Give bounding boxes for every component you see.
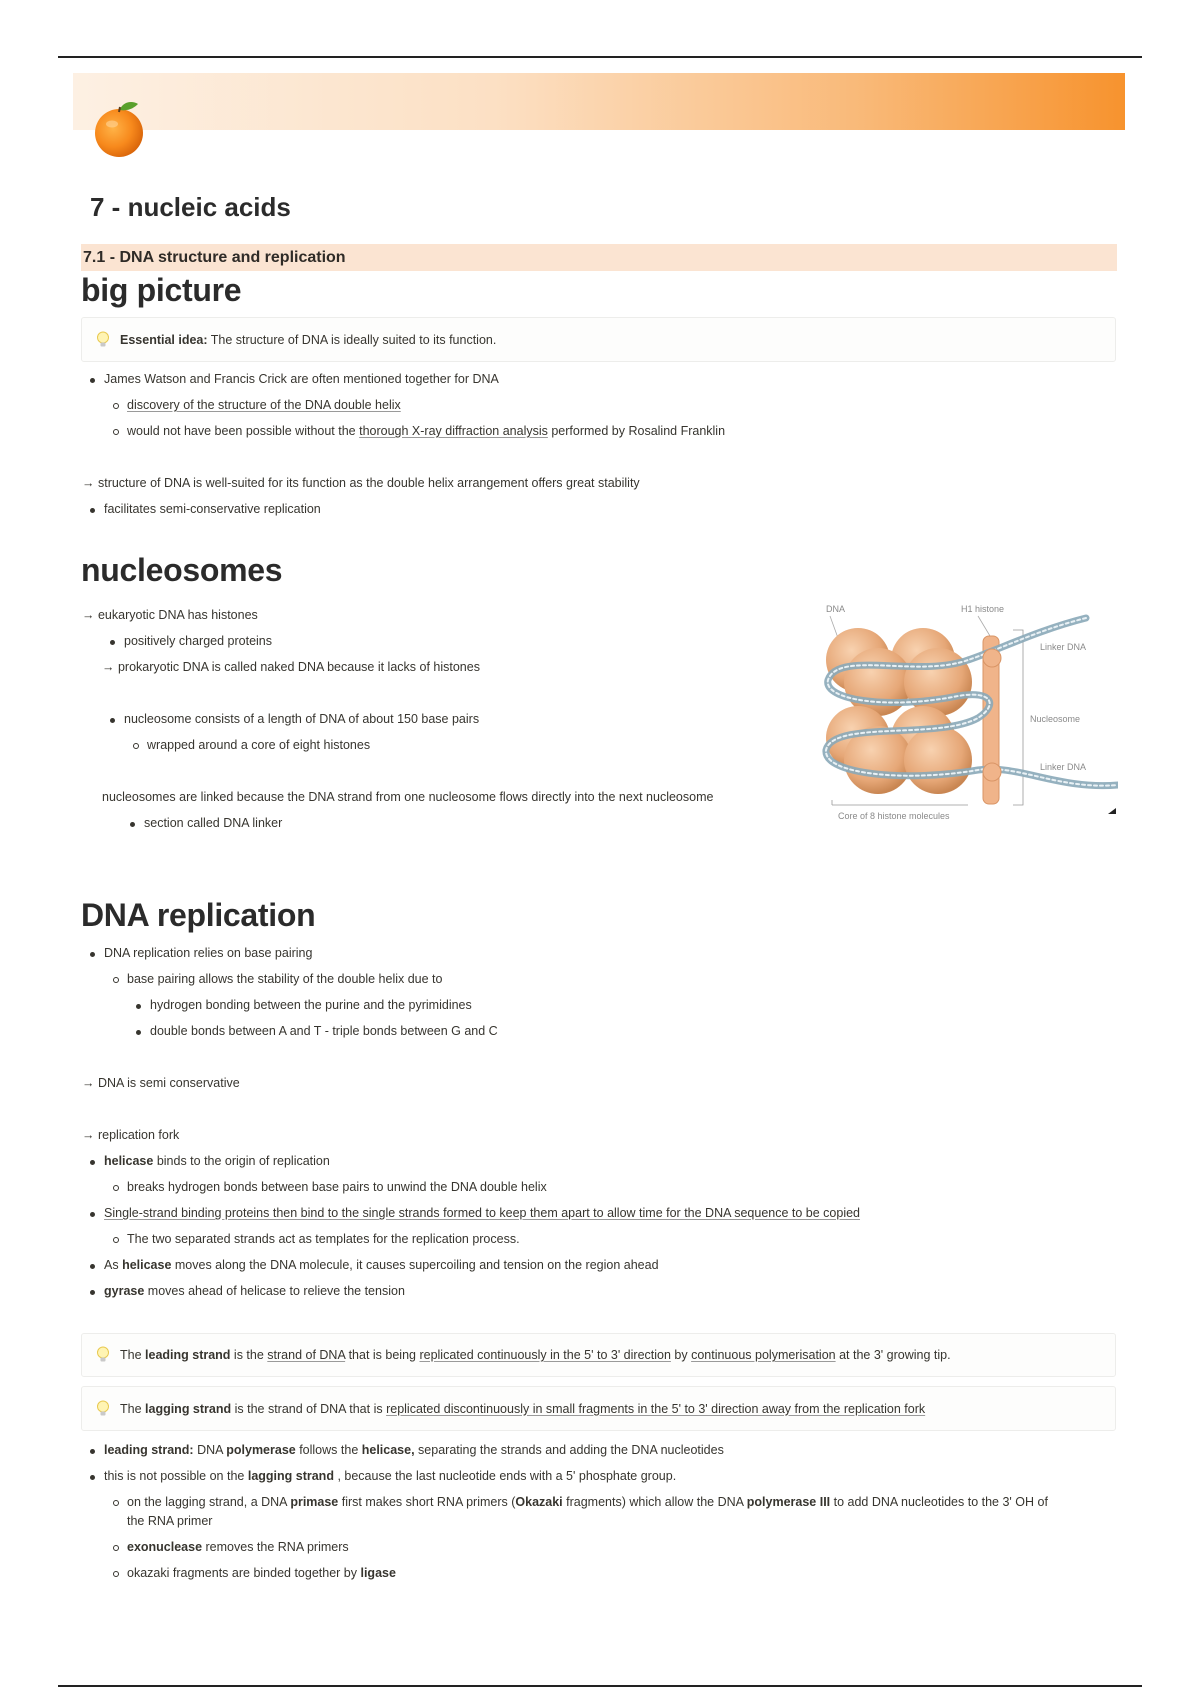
- text: okazaki fragments are binded together by: [127, 1566, 361, 1580]
- bold-text: primase: [290, 1495, 339, 1509]
- text: follows the: [295, 1443, 362, 1457]
- bold-text: helicase,: [361, 1443, 415, 1457]
- list-item: [127, 398, 401, 412]
- paragraph: nucleosomes are linked because the DNA strand from one nucleosome flows directly into the next nucleosome: [102, 790, 714, 804]
- cover-banner: [73, 73, 1125, 130]
- text: As: [104, 1258, 123, 1272]
- section-heading: 7.1 - DNA structure and replication: [81, 244, 1117, 271]
- bold-text: polymerase: [226, 1443, 296, 1457]
- list-item: facilitates semi-conservative replication: [104, 502, 321, 516]
- arrow-line: → replication fork: [82, 1128, 180, 1142]
- list-item: [104, 1206, 860, 1220]
- bold-text: polymerase III: [746, 1495, 831, 1509]
- arrow-line: → eukaryotic DNA has histones: [82, 608, 258, 622]
- text: first makes short RNA primers (: [338, 1495, 516, 1509]
- callout-label: Essential idea:: [120, 332, 208, 347]
- bold-text: Okazaki: [515, 1495, 563, 1509]
- label-h1-histone: H1 histone: [961, 604, 1005, 614]
- text: DNA: [193, 1443, 227, 1457]
- nucleosome-diagram: [818, 600, 1118, 826]
- text: that is being: [345, 1348, 420, 1362]
- bottom-rule: [58, 1685, 1142, 1687]
- text: , because the last nucleotide ends with a 5' phosphate group.: [333, 1469, 677, 1483]
- label-core-histones: Core of 8 histone molecules: [838, 811, 950, 821]
- underlined-text: replicated discontinuously in small fragments in the 5' to 3' direction away from the replication fork: [386, 1401, 926, 1416]
- bold-text: helicase: [104, 1154, 154, 1168]
- text: moves ahead of helicase to relieve the tension: [144, 1284, 405, 1298]
- top-rule: [58, 56, 1142, 58]
- heading-big-picture: big picture: [81, 272, 242, 308]
- label-linker-dna-bottom: Linker DNA: [1040, 762, 1087, 772]
- underlined-text: Single-strand binding proteins then bind to the single strands formed to keep them apart to allow time for the DNA sequence to be copied: [104, 1206, 861, 1220]
- bold-text: leading strand: [145, 1348, 231, 1362]
- text: this is not possible on the: [104, 1469, 248, 1483]
- label-linker-dna-top: Linker DNA: [1040, 642, 1087, 652]
- label-dna: DNA: [826, 604, 846, 614]
- text: is the strand of DNA that is: [231, 1401, 387, 1416]
- heading-nucleosomes: nucleosomes: [81, 552, 283, 588]
- text: moves along the DNA molecule, it causes supercoiling and tension on the region ahead: [171, 1258, 659, 1272]
- underlined-text: strand of DNA: [267, 1348, 346, 1362]
- underlined-text: thorough X-ray diffraction analysis: [359, 424, 548, 438]
- list-item: section called DNA linker: [144, 816, 283, 830]
- bold-text: lagging strand: [247, 1469, 334, 1483]
- list-item: wrapped around a core of eight histones: [147, 738, 371, 752]
- list-item-continuation: the RNA primer: [127, 1514, 213, 1528]
- text: The: [120, 1401, 146, 1416]
- lightbulb-icon: [96, 1400, 110, 1418]
- list-item: DNA replication relies on base pairing: [104, 946, 313, 960]
- arrow-line: → structure of DNA is well-suited for its function as the double helix arrangement offers great stability: [82, 476, 640, 490]
- bold-text: ligase: [360, 1566, 396, 1580]
- list-item: [104, 1443, 724, 1457]
- label-nucleosome: Nucleosome: [1030, 714, 1081, 724]
- text: by: [670, 1348, 692, 1362]
- page-title: 7 - nucleic acids: [90, 192, 291, 222]
- text: would not have been possible without the: [127, 424, 360, 438]
- lightbulb-icon: [96, 1346, 110, 1364]
- bold-text: exonuclease: [127, 1540, 203, 1554]
- list-item: James Watson and Francis Crick are often mentioned together for DNA: [104, 372, 499, 386]
- list-item: double bonds between A and T - triple bonds between G and C: [150, 1024, 498, 1038]
- list-item: base pairing allows the stability of the double helix due to: [127, 972, 443, 986]
- list-item: nucleosome consists of a length of DNA of about 150 base pairs: [124, 712, 480, 726]
- text: to add DNA nucleotides to the 3' OH of: [830, 1495, 1048, 1509]
- heading-dna-replication: DNA replication: [81, 897, 316, 933]
- list-item: [104, 1258, 659, 1272]
- text: separating the strands and adding the DNA nucleotides: [414, 1443, 724, 1457]
- callout-lagging-strand: [81, 1386, 1116, 1431]
- lightbulb-icon: [96, 331, 110, 349]
- text: removes the RNA primers: [202, 1540, 349, 1554]
- arrow-line: → prokaryotic DNA is called naked DNA because it lacks of histones: [102, 660, 480, 674]
- list-item: [104, 1284, 405, 1298]
- list-item: positively charged proteins: [124, 634, 272, 648]
- list-item: breaks hydrogen bonds between base pairs to unwind the DNA double helix: [127, 1180, 547, 1194]
- text: on the lagging strand, a DNA: [127, 1495, 291, 1509]
- text: at the 3' growing tip.: [835, 1348, 951, 1362]
- list-item: [127, 1495, 1048, 1509]
- list-item: [104, 1154, 330, 1168]
- callout-essential-idea: [81, 317, 1116, 362]
- orange-icon: [92, 96, 148, 160]
- list-item: [127, 1566, 396, 1580]
- list-item: hydrogen bonding between the purine and the pyrimidines: [150, 998, 472, 1012]
- text: performed by Rosalind Franklin: [547, 424, 726, 438]
- text: binds to the origin of replication: [153, 1154, 330, 1168]
- underlined-text: continuous polymerisation: [691, 1348, 836, 1362]
- list-item: The two separated strands act as templates for the replication process.: [127, 1232, 520, 1246]
- list-item: [127, 1540, 349, 1554]
- text: The: [120, 1348, 146, 1362]
- bold-text: lagging strand: [145, 1401, 232, 1416]
- callout-text: The structure of DNA is ideally suited to its function.: [207, 332, 497, 347]
- list-item: [127, 424, 725, 438]
- text: fragments) which allow the DNA: [562, 1495, 747, 1509]
- underlined-text: replicated continuously in the 5' to 3' direction: [419, 1348, 671, 1362]
- bold-text: gyrase: [104, 1284, 145, 1298]
- callout-leading-strand: [81, 1333, 1116, 1377]
- text: is the: [230, 1348, 268, 1362]
- arrow-line: → DNA is semi conservative: [82, 1076, 240, 1090]
- bold-text: helicase: [122, 1258, 172, 1272]
- bold-text: leading strand:: [104, 1443, 194, 1457]
- list-item: [104, 1469, 676, 1483]
- underlined-text: discovery of the structure of the DNA double helix: [127, 398, 401, 412]
